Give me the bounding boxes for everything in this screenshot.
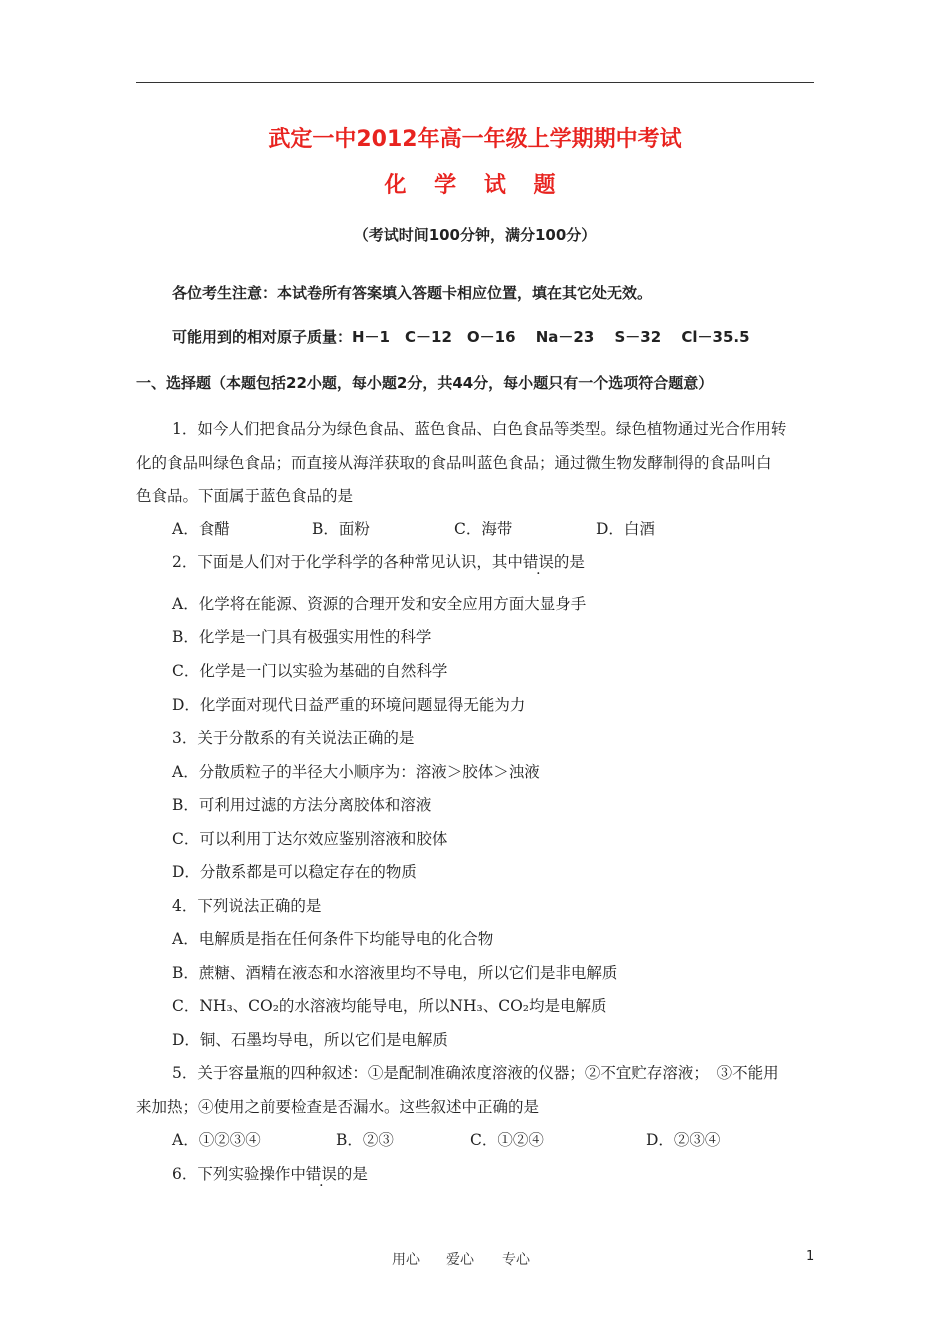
footer-text-2: 爱心 [446,1252,474,1268]
q4-option-d: D．铜、石墨均导电，所以它们是电解质 [172,1031,448,1049]
q1-line1: 1．如今人们把食品分为绿色食品、蓝色食品、白色食品等类型。绿色植物通过光合作用转 [172,420,787,438]
q3-stem: 3．关于分散系的有关说法正确的是 [172,729,415,747]
q2-stem [172,551,585,573]
q2-stem-before: 2．下面是人们对于化学科学的各种常见认识，其中 [172,553,523,571]
q2-option-d: D．化学面对现代日益严重的环境问题显得无能为力 [172,696,526,714]
q6-stem-before: 6．下列实验操作中 [172,1165,306,1183]
q5-option-b: B．②③ [336,1131,394,1149]
q1-option-d: D．白酒 [596,520,655,538]
q4-option-a: A．电解质是指在任何条件下均能导电的化合物 [172,930,494,948]
footer-text-1: 用心 [392,1252,420,1268]
q6-stem-emphasis: 错误 [305,1165,337,1183]
exam-info: （考试时间100分钟，满分100分） [353,226,597,244]
page-number: 1 [806,1249,815,1264]
q4-option-c: C．NH₃、CO₂的水溶液均能导电，所以NH₃、CO₂均是电解质 [172,997,607,1015]
q1-option-c: C．海带 [454,520,513,538]
section-heading: 一、选择题（本题包括22小题，每小题2分，共44分，每小题只有一个选项符合题意） [136,374,714,392]
q1-line3: 色食品。下面属于蓝色食品的是 [136,487,354,505]
q3-option-c: C．可以利用丁达尔效应鉴别溶液和胶体 [172,830,448,848]
q1-option-b: B．面粉 [312,520,370,538]
q2-option-c: C．化学是一门以实验为基础的自然科学 [172,662,448,680]
q3-option-a: A．分散质粒子的半径大小顺序为：溶液＞胶体＞浊液 [172,763,540,781]
q4-stem: 4．下列说法正确的是 [172,897,322,915]
exam-subtitle: 化 学 试 题 [384,173,566,198]
footer-text-3: 专心 [502,1252,530,1268]
exam-title: 武定一中2012年高一年级上学期期中考试 [268,127,682,152]
atomic-masses: 可能用到的相对原子质量：H－1 C－12 O－16 Na－23 S－32 Cl－35.5 [172,328,750,346]
q2-stem-emphasis: 错误 [522,553,554,571]
q1-option-a: A．食醋 [172,520,230,538]
q2-option-a: A．化学将在能源、资源的合理开发和安全应用方面大显身手 [172,595,587,613]
q6-stem [172,1163,368,1185]
q5-option-a: A．①②③④ [172,1131,261,1149]
q5-line2: 来加热；④使用之前要检查是否漏水。这些叙述中正确的是 [136,1098,540,1116]
q5-option-c: C．①②④ [470,1131,544,1149]
q5-option-d: D．②③④ [646,1131,721,1149]
q5-line1: 5．关于容量瓶的四种叙述：①是配制准确浓度溶液的仪器；②不宜贮存溶液； ③不能用 [172,1064,779,1082]
q3-option-b: B．可利用过滤的方法分离胶体和溶液 [172,796,432,814]
q2-stem-after: 的是 [553,553,585,571]
notice: 各位考生注意：本试卷所有答案填入答题卡相应位置，填在其它处无效。 [172,284,653,302]
q1-line2: 化的食品叫绿色食品；而直接从海洋获取的食品叫蓝色食品；通过微生物发酵制得的食品叫白 [136,454,772,472]
q2-option-b: B．化学是一门具有极强实用性的科学 [172,628,432,646]
q3-option-d: D．分散系都是可以稳定存在的物质 [172,863,417,881]
header-rule [136,82,814,83]
q4-option-b: B．蔗糖、酒精在液态和水溶液里均不导电，所以它们是非电解质 [172,964,618,982]
q6-stem-after: 的是 [336,1165,368,1183]
